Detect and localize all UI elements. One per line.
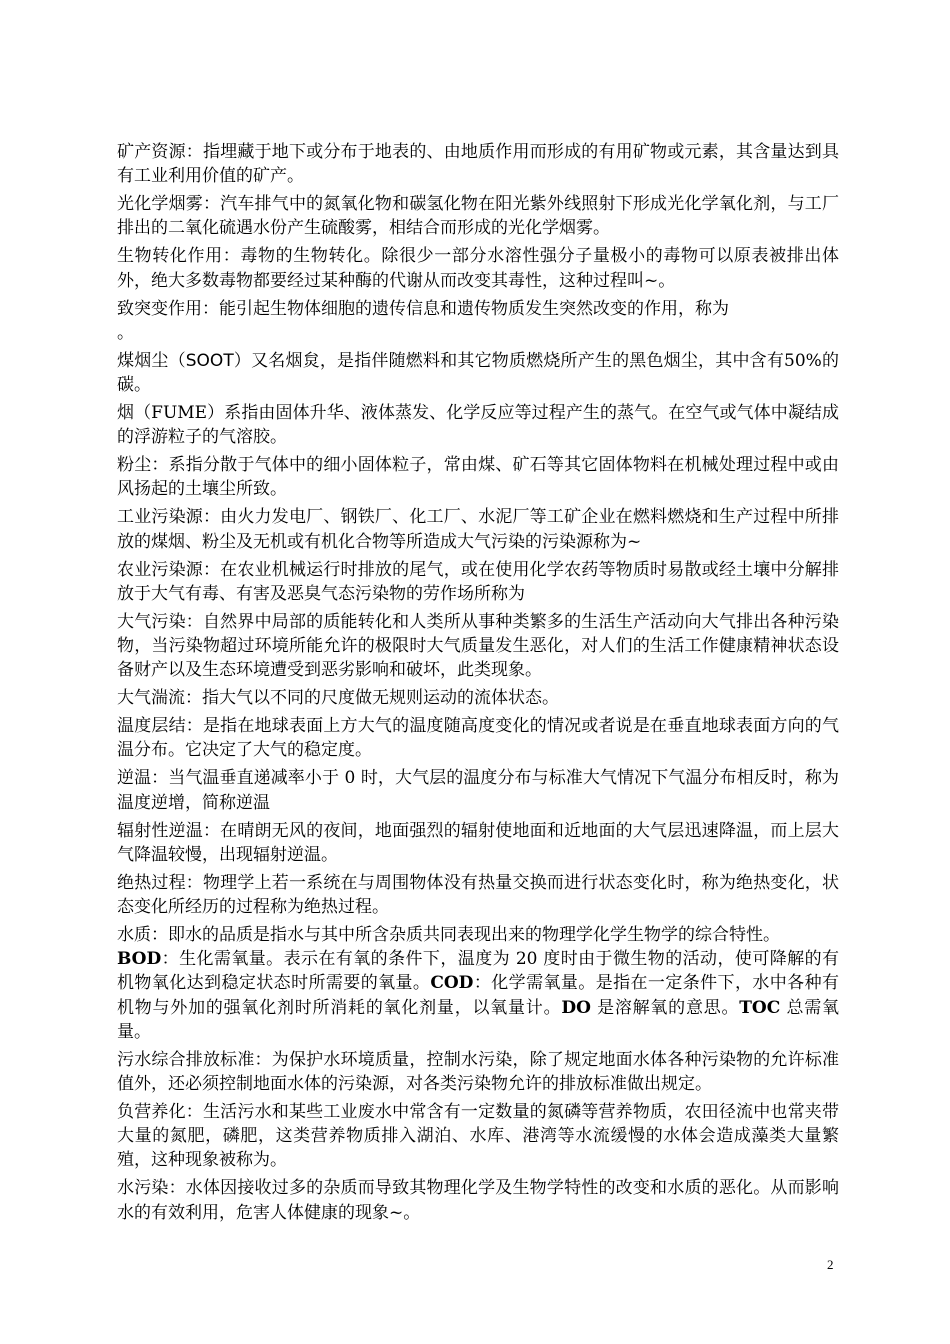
entry-temperature-stratification: [117, 714, 839, 762]
term-do: DO: [561, 997, 591, 1018]
term: 大气污染：: [117, 611, 203, 632]
definition-do: 是溶解氧的意思。: [590, 997, 740, 1018]
definition: 毒物的生物转化。除很少一部分水溶性强分子量极小的毒物可以原表被排出体外，绝大多数毒物都要经过某种酶的代谢从而改变其毒性，这种过程叫~。: [117, 246, 839, 291]
term: 大气湍流：: [117, 688, 202, 709]
definition: 烟（FUME）系指由固体升华、液体蒸发、化学反应等过程产生的蒸气。在空气或气体中凝结成的浮游粒子的气溶胶。: [117, 403, 839, 448]
entry-atmospheric-turbulence: [117, 686, 839, 710]
entry-water-quality: [117, 923, 839, 947]
definition: 汽车排气中的氮氧化物和碳氢化物在阳光紫外线照射下形成光化学氧化剂，与工厂排出的二氧化硫遇水份产生硫酸雾，相结合而形成的光化学烟雾。: [117, 194, 839, 239]
term: 矿产资源：: [117, 142, 203, 162]
definition: 物理学上若一系统在与周围物体没有热量交换而进行状态变化时，称为绝热变化，状态变化所经历的过程称为绝热过程。: [117, 872, 840, 918]
entry-adiabatic-process: [117, 871, 839, 919]
term-bod: BOD: [117, 949, 162, 970]
term: 致突变作用：: [117, 298, 219, 319]
term: 煤烟尘（SOOT）又名烟炱，: [117, 350, 338, 371]
entry-bod-cod-do-toc: [117, 947, 839, 1044]
definition: 能引起生物体细胞的遗传信息和遗传物质发生突然改变的作用，称为: [219, 298, 729, 319]
term: 水污染：: [117, 1178, 186, 1199]
definition: 指埋藏于地下或分布于地表的、由地质作用而形成的有用矿物或元素，其含量达到具有工业利用价值的矿产。: [117, 142, 840, 187]
definition-toc: 总需氧量。: [117, 997, 840, 1042]
entry-eutrophication: [117, 1100, 839, 1173]
term: 工业污染源：: [117, 507, 221, 528]
definition: 自然界中局部的质能转化和人类所从事种类繁多的生活生产活动向大气排出各种污染物，当污染物超过环境所能允许的极限时大气质量发生恶化，对人们的生活工作健康精神状态设备财产以及生态环境遭受到恶劣影响和破坏，此类现象。: [117, 611, 840, 681]
entry-soot: [117, 349, 839, 397]
definition: 由火力发电厂、钢铁厂、化工厂、水泥厂等工矿企业在燃料燃烧和生产过程中所排放的煤烟、粉尘及无机或有机化合物等所造成大气污染的污染源称为~: [117, 507, 839, 552]
term: 光化学烟雾：: [117, 194, 221, 215]
definition: 在晴朗无风的夜间，地面强烈的辐射使地面和近地面的大气层迅速降温，而上层大气降温较慢，出现辐射逆温。: [117, 820, 839, 865]
entry-dust: [117, 453, 839, 501]
definition: 系指分散于气体中的细小固体粒子，常由煤、矿石等其它固体物料在机械处理过程中或由风扬起的土壤尘所致。: [117, 455, 840, 500]
definition-cod: ：化学需氧量。是指在一定条件下，水中各种有机物与外加的强氧化剂时所消耗的氧化剂量，以氧量计。: [117, 973, 840, 1018]
entry-photochemical-smog: [117, 192, 839, 240]
entry-inversion: [117, 766, 839, 814]
term: 负营养化：: [117, 1102, 203, 1123]
term: 绝热过程：: [117, 872, 203, 893]
definition: 生活污水和某些工业废水中常含有一定数量的氮磷等营养物质，农田径流中也常夹带大量的氮肥，磷肥，这类营养物质排入湖泊、水库、港湾等水流缓慢的水体会造成藻类大量繁殖，这种现象被称为。: [117, 1102, 840, 1171]
term: 温度层结：: [117, 716, 203, 737]
definition: 指大气以不同的尺度做无规则运动的流体状态。: [202, 688, 559, 709]
definition: 当气温垂直递减率小于 0 时，大气层的温度分布与标准大气情况下气温分布相反时，称为温度逆增，简称逆温: [117, 768, 840, 813]
term: 农业污染源：: [117, 559, 221, 580]
term-toc: TOC: [739, 997, 781, 1018]
entry-industrial-pollution-source: [117, 505, 839, 553]
term: 污水综合排放标准：: [117, 1049, 272, 1070]
definition: 为保护水环境质量，控制水污染，除了规定地面水体各种污染物的允许标准值外，还必须控制地面水体的污染源，对各类污染物允许的排放标准做出规定。: [117, 1049, 840, 1095]
entry-biotransformation: [117, 244, 839, 292]
entry-air-pollution: [117, 610, 839, 683]
document-body: [117, 140, 839, 1229]
definition: 是指在地球表面上方大气的温度随高度变化的情况或者说是在垂直地球表面方向的气温分布。它决定了大气的稳定度。: [117, 716, 840, 761]
entry-water-pollution: [117, 1176, 839, 1224]
definition: 水体因接收过多的杂质而导致其物理化学及生物学特性的改变和水质的恶化。从而影响水的有效利用，危害人体健康的现象~。: [117, 1178, 839, 1223]
term: 逆温：: [117, 768, 169, 789]
definition-tail: 。: [117, 322, 134, 343]
term: 辐射性逆温：: [117, 820, 221, 841]
entry-radiation-inversion: [117, 819, 839, 867]
term-cod: COD: [430, 973, 474, 994]
term: 生物转化作用：: [117, 246, 241, 267]
entry-wastewater-discharge-standard: [117, 1048, 839, 1096]
entry-mutagenesis: [117, 297, 839, 345]
entry-fume: [117, 401, 839, 449]
entry-agricultural-pollution-source: [117, 558, 839, 606]
page-number: 2: [827, 1257, 834, 1272]
entry-mineral-resources: [117, 140, 839, 188]
definition: 即水的品质是指水与其中所含杂质共同表现出来的物理学化学生物学的综合特性。: [168, 925, 780, 946]
definition: 在农业机械运行时排放的尾气，或在使用化学农药等物质时易散或经土壤中分解排放于大气有毒、有害及恶臭气态污染物的劳作场所称为: [117, 559, 839, 604]
definition-bod: ：生化需氧量。表示在有氧的条件下，温度为 20 度时由于微生物的活动，使可降解的有机物氧化达到稳定状态时所需要的氧量。: [117, 949, 839, 994]
term: 水质：: [117, 925, 168, 946]
term: 粉尘：: [117, 455, 169, 476]
definition: 是指伴随燃料和其它物质燃烧所产生的黑色烟尘，其中含有50%的碳。: [117, 350, 839, 396]
